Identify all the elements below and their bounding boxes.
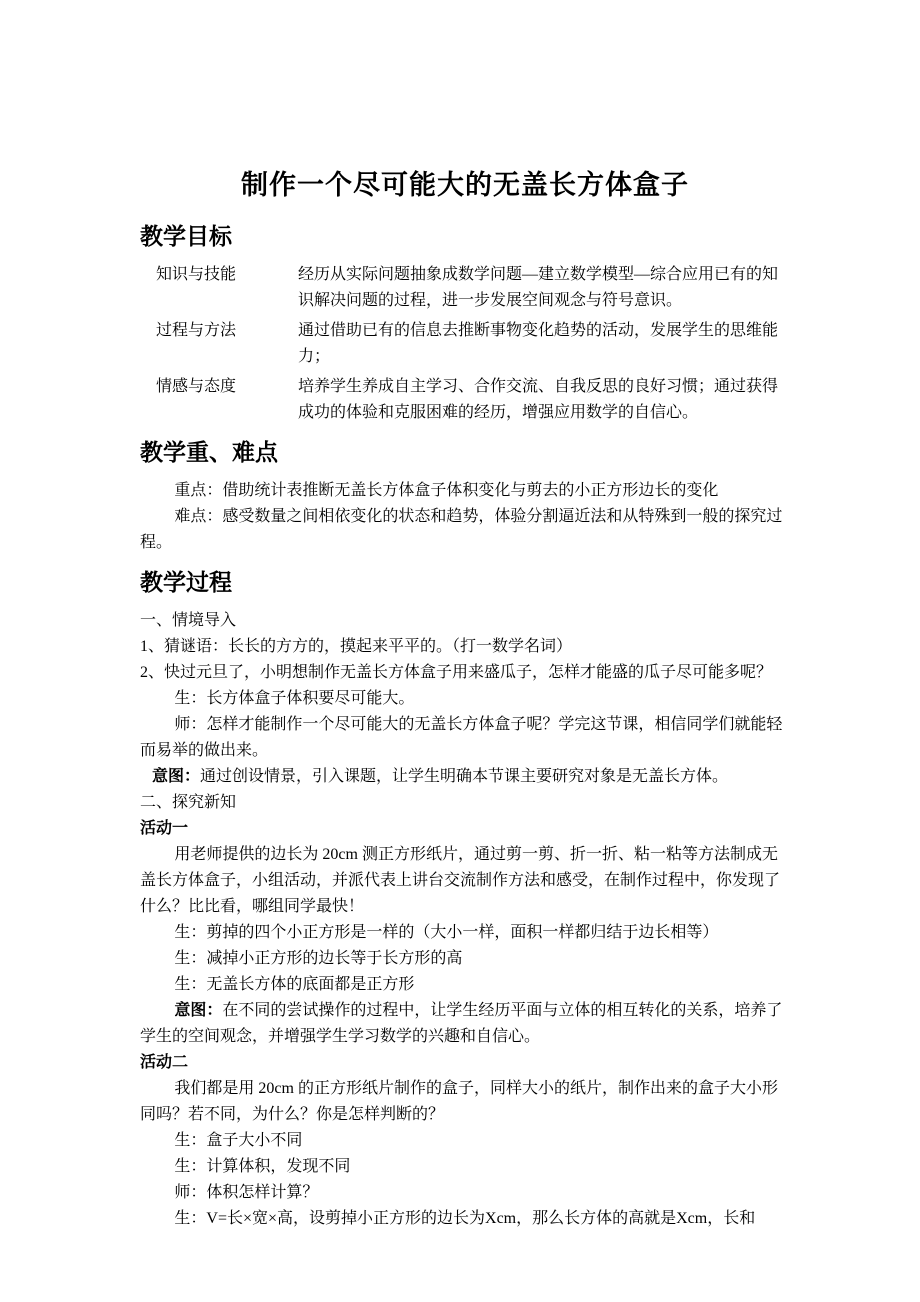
process-line-text: 生：剪掉的四个小正方形是一样的（大小一样，面积一样都归结于边长相等） — [174, 924, 719, 941]
process-line — [140, 1050, 790, 1076]
process-line-prefix: 活动一 — [140, 820, 189, 837]
process-line — [140, 790, 790, 816]
process-line-text: 生：V=长×宽×高，设剪掉小正方形的边长为Xcm，那么长方体的高就是Xcm，长和 — [174, 1210, 756, 1227]
objective-label: 知识与技能 — [156, 266, 237, 283]
process-line-text: 生：盒子大小不同 — [174, 1132, 303, 1149]
process-line-prefix: 意图： — [174, 1002, 223, 1019]
heading-key-points: 教学重、难点 — [140, 440, 278, 465]
process-line-text: 我们都是用 20cm 的正方形纸片制作的盒子，同样大小的纸片，制作出来的盒子大小形同吗？若不同，为什么？你是怎样判断的？ — [140, 1080, 778, 1123]
process-line — [140, 972, 790, 998]
process-line — [140, 946, 790, 972]
objectives-table — [140, 262, 790, 426]
process-line-prefix: 意图： — [152, 768, 201, 785]
process-line-text: 通过创设情景，引入课题，让学生明确本节课主要研究对象是无盖长方体。 — [200, 768, 729, 785]
process-line — [140, 1180, 790, 1206]
process-line — [140, 764, 790, 790]
process-line-text: 一、情境导入 — [140, 612, 237, 629]
process-line — [140, 634, 790, 660]
process-line — [140, 998, 790, 1050]
objective-label: 过程与方法 — [156, 322, 237, 339]
objective-row — [140, 374, 790, 426]
process-line — [140, 686, 790, 712]
process-line — [140, 1076, 790, 1128]
objective-text: 培养学生养成自主学习、合作交流、自我反思的良好习惯；通过获得成功的体验和克服困难的经历，增强应用数学的自信心。 — [298, 378, 779, 421]
process-line-text: 2、快过元旦了，小明想制作无盖长方体盒子用来盛瓜子，怎样才能盛的瓜子尽可能多呢？ — [140, 664, 773, 681]
objective-label: 情感与态度 — [156, 378, 237, 395]
objective-row — [140, 262, 790, 314]
process-line-text: 在不同的尝试操作的过程中，让学生经历平面与立体的相互转化的关系，培养了学生的空间观念，并增强学生学习数学的兴趣和自信心。 — [140, 1002, 783, 1045]
process-line — [140, 1206, 790, 1232]
key-point-line: 重点：借助统计表推断无盖长方体盒子体积变化与剪去的小正方形边长的变化 — [174, 482, 719, 499]
objective-text: 通过借助已有的信息去推断事物变化趋势的活动，发展学生的思维能力； — [298, 322, 779, 365]
process-line-text: 1、猜谜语：长长的方方的，摸起来平平的。（打一数学名词） — [140, 638, 573, 655]
heading-objectives: 教学目标 — [140, 224, 232, 249]
process-line — [140, 816, 790, 842]
heading-process: 教学过程 — [140, 570, 232, 595]
process-line — [140, 660, 790, 686]
process-line-text: 生：长方体盒子体积要尽可能大。 — [174, 690, 415, 707]
objective-row — [140, 318, 790, 370]
process-line — [140, 842, 790, 920]
process-line-text: 师：体积怎样计算？ — [174, 1184, 319, 1201]
process-line — [140, 1128, 790, 1154]
process-line — [140, 920, 790, 946]
key-point-line: 难点：感受数量之间相依变化的状态和趋势，体验分割逼近法和从特殊到一般的探究过程。 — [140, 508, 783, 551]
process-line — [140, 1154, 790, 1180]
process-line-text: 生：减掉小正方形的边长等于长方形的高 — [174, 950, 463, 967]
process-line-prefix: 活动二 — [140, 1054, 189, 1071]
document-title: 制作一个尽可能大的无盖长方体盒子 — [241, 170, 689, 200]
process-line — [140, 712, 790, 764]
process-line-text: 生：计算体积，发现不同 — [174, 1158, 351, 1175]
process-line — [140, 608, 790, 634]
process-line-text: 生：无盖长方体的底面都是正方形 — [174, 976, 415, 993]
process-line-text: 用老师提供的边长为 20cm 测正方形纸片，通过剪一剪、折一折、粘一粘等方法制成无盖长方体盒子，小组活动，并派代表上讲台交流制作方法和感受，在制作过程中，你发现了什么？比比看，哪组同学最快！ — [140, 846, 781, 915]
process-line-text: 师：怎样才能制作一个尽可能大的无盖长方体盒子呢？学完这节课，相信同学们就能轻而易举的做出来。 — [140, 716, 783, 759]
process-line-text: 二、探究新知 — [140, 794, 237, 811]
objective-text: 经历从实际问题抽象成数学问题—建立数学模型—综合应用已有的知识解决问题的过程，进一步发展空间观念与符号意识。 — [298, 266, 779, 309]
